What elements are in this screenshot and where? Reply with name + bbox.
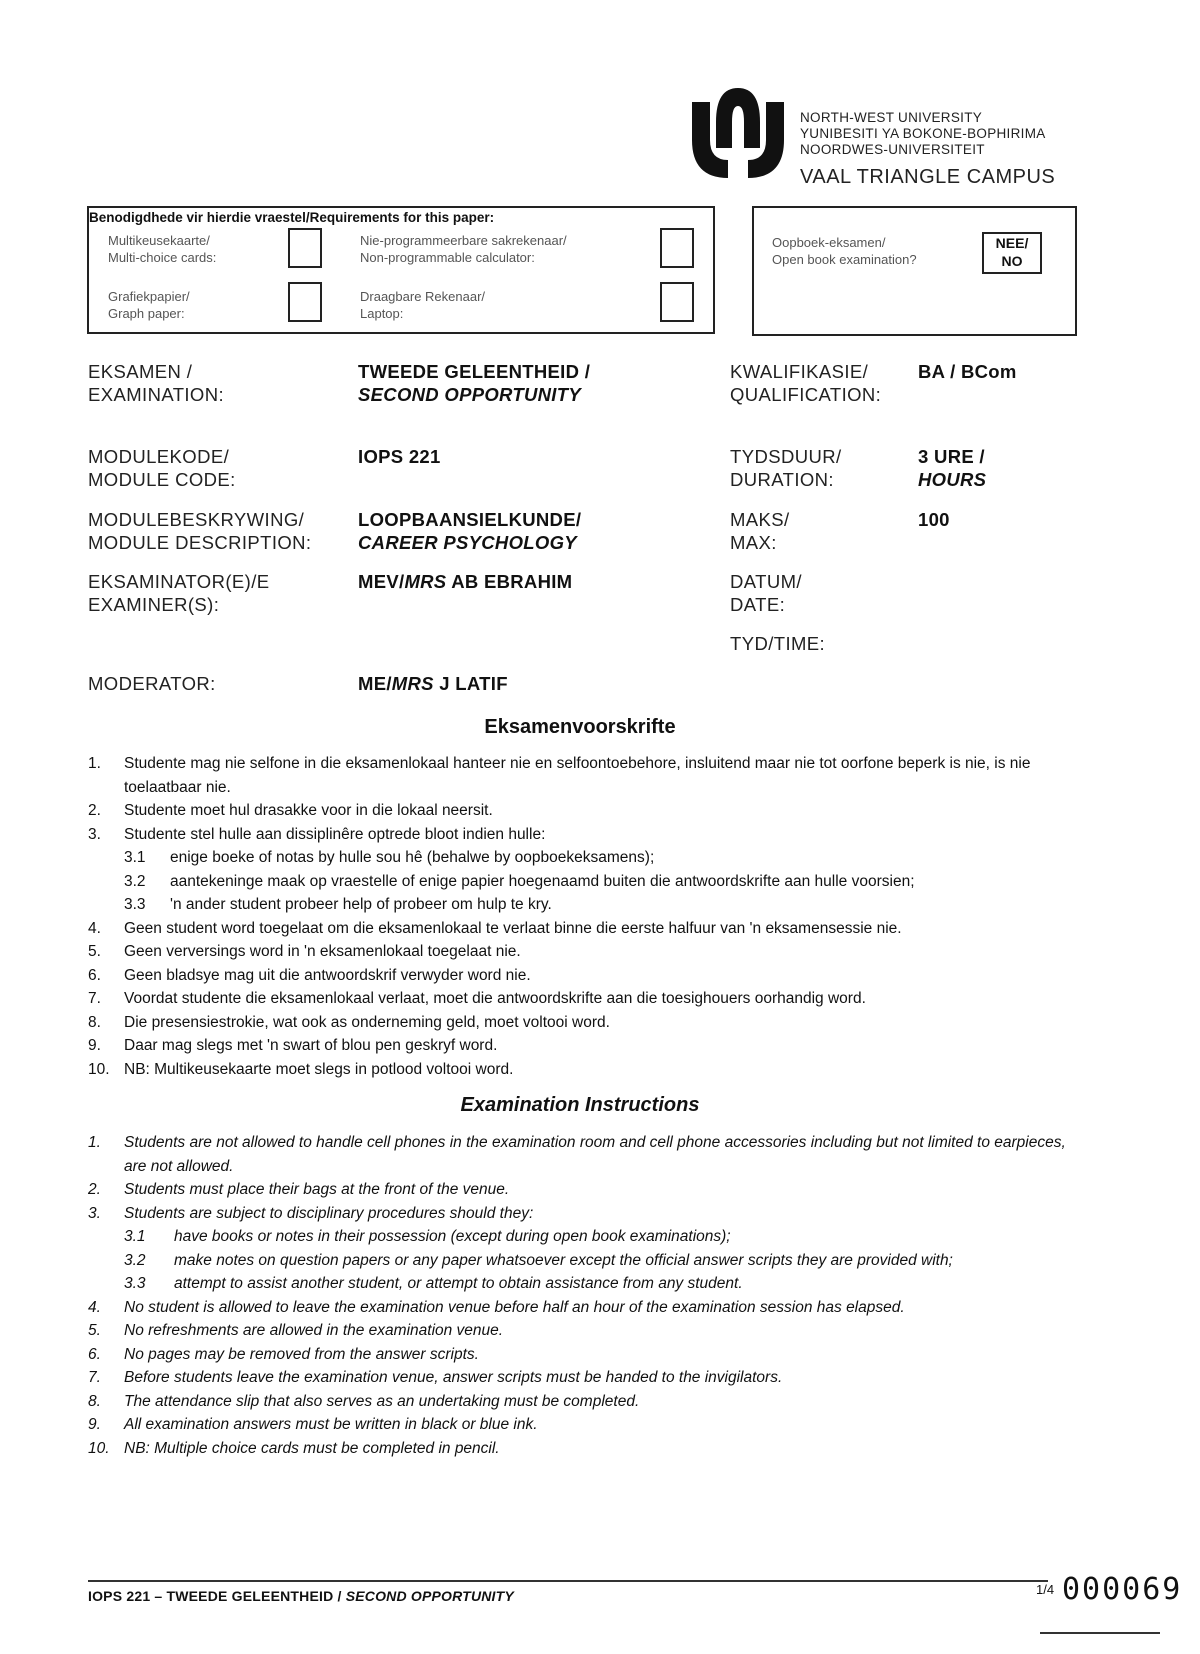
module-description-value-af: LOOPBAANSIELKUNDE/ [358, 509, 582, 530]
duration-label-en: DURATION: [730, 469, 834, 490]
list-item [88, 917, 1078, 941]
sub-item [88, 1225, 1078, 1249]
university-name-tn: YUNIBESITI YA BOKONE-BOPHIRIMA [800, 126, 1046, 141]
item-number: 6. [88, 1345, 101, 1363]
item-number: 5. [88, 943, 101, 960]
sub-item-number: 3.3 [124, 1275, 146, 1292]
list-item [88, 1390, 1078, 1414]
item-number: 1. [88, 755, 101, 772]
examiner-label [88, 570, 270, 616]
sub-item-text: have books or notes in their possession (except during open book examinations); [174, 1228, 731, 1245]
graph-paper-checkbox[interactable] [288, 282, 322, 322]
page-number: 1/4 [1036, 1582, 1055, 1597]
graph-paper-label [108, 288, 190, 322]
laptop-label-en: Laptop: [360, 306, 404, 321]
list-item [88, 1296, 1078, 1320]
university-name-af: NOORDWES-UNIVERSITEIT [800, 142, 985, 157]
item-text: All examination answers must be written in black or blue ink. [124, 1416, 538, 1433]
moderator-name: J LATIF [433, 673, 508, 694]
examiner-name: AB EBRAHIM [446, 571, 573, 592]
sub-item [88, 1272, 1078, 1296]
item-text: No refreshments are allowed in the examination venue. [124, 1322, 504, 1339]
item-text: Students must place their bags at the front of the venue. [124, 1181, 510, 1198]
sub-item [88, 893, 1078, 917]
sub-item-number: 3.1 [124, 849, 146, 866]
max-value: 100 [918, 509, 950, 530]
item-text: Studente mag nie selfone in die eksamenlokaal hanteer nie en selfoontoebehore, insluitend maar nie tot oorfone beperk is nie, is nie toelaatbaar nie. [124, 755, 1031, 796]
list-item [88, 752, 1078, 799]
item-number: 2. [88, 802, 101, 819]
item-number: 7. [88, 1369, 101, 1386]
qualification-label-af: KWALIFIKASIE/ [730, 361, 869, 382]
university-name-en: NORTH-WEST UNIVERSITY [800, 110, 983, 125]
module-description-label-af: MODULEBESKRYWING/ [88, 509, 305, 530]
moderator-label: MODERATOR: [88, 673, 216, 694]
list-item [88, 1034, 1078, 1058]
list-item [88, 1131, 1078, 1178]
item-text: Students are subject to disciplinary procedures should they: [124, 1204, 534, 1222]
item-text: Geen bladsye mag uit die antwoordskrif verwyder word nie. [124, 966, 531, 984]
footer-text [88, 1588, 514, 1604]
sub-item-number: 3.2 [124, 872, 146, 890]
module-description-value [358, 508, 581, 554]
footer-text-italic: SECOND OPPORTUNITY [345, 1588, 514, 1604]
examiner-title-en: MRS [404, 571, 447, 592]
duration-value-af: 3 URE / [918, 446, 985, 467]
calculator-label-af: Nie-programmeerbare sakrekenaar/ [360, 233, 567, 248]
sub-item-text: enige boeke of notas by hulle sou hê (behalwe by oopboekeksamens); [170, 849, 655, 866]
english-instructions-list [88, 1131, 1078, 1460]
item-number: 3. [88, 825, 101, 843]
module-description-label-en: MODULE DESCRIPTION: [88, 532, 312, 553]
moderator-title-af: ME/ [358, 673, 392, 694]
sub-item-number: 3.1 [124, 1228, 146, 1245]
time-label: TYD/TIME: [730, 633, 826, 654]
item-text: Before students leave the examination venue, answer scripts must be handed to the invigilators. [124, 1369, 783, 1386]
sub-item [88, 1249, 1078, 1273]
qualification-value: BA / BCom [918, 361, 1017, 382]
open-book-answer-af: NEE/ [995, 235, 1029, 251]
item-number: 9. [88, 1037, 101, 1054]
page-stamp-number: 000069 [1062, 1572, 1183, 1607]
list-item [88, 1202, 1078, 1226]
item-number: 5. [88, 1322, 101, 1339]
item-number: 10. [88, 1060, 110, 1078]
item-number: 4. [88, 1298, 101, 1316]
afrikaans-instructions-title: Eksamenvoorskrifte [484, 716, 676, 738]
item-text: NB: Multikeusekaarte moet slegs in potlood voltooi word. [124, 1060, 514, 1078]
item-number: 7. [88, 990, 101, 1007]
sub-item [88, 870, 1078, 894]
item-text: Daar mag slegs met 'n swart of blou pen geskryf word. [124, 1037, 498, 1054]
list-item [88, 1178, 1078, 1202]
university-logo [686, 82, 790, 186]
moderator-value [358, 672, 508, 695]
date-label-en: DATE: [730, 594, 786, 615]
exam-label-af: EKSAMEN / [88, 361, 193, 382]
exam-label [88, 360, 224, 406]
item-number: 8. [88, 1013, 101, 1031]
max-label-af: MAKS/ [730, 509, 790, 530]
multi-choice-label [108, 232, 216, 266]
list-item [88, 1366, 1078, 1390]
item-text: Studente stel hulle aan dissiplinêre optrede bloot indien hulle: [124, 825, 546, 843]
list-item [88, 1319, 1078, 1343]
module-code-label-af: MODULEKODE/ [88, 446, 230, 467]
calculator-label [360, 232, 567, 266]
duration-label-af: TYDSDUUR/ [730, 446, 842, 467]
multi-choice-label-en: Multi-choice cards: [108, 250, 217, 265]
footer-text-plain: IOPS 221 – TWEEDE GELEENTHEID / [88, 1588, 346, 1604]
list-item [88, 1011, 1078, 1035]
examiner-value [358, 570, 572, 593]
module-description-value-en: CAREER PSYCHOLOGY [358, 532, 577, 553]
exam-value-en: SECOND OPPORTUNITY [358, 384, 581, 405]
sub-item-text: 'n ander student probeer help of probeer om hulp te kry. [170, 896, 552, 913]
module-code-label [88, 445, 236, 491]
item-text: Die presensiestrokie, wat ook as onderneming geld, moet voltooi word. [124, 1013, 610, 1031]
sub-item [88, 846, 1078, 870]
exam-value [358, 360, 590, 406]
max-label-en: MAX: [730, 532, 777, 553]
sub-item-number: 3.2 [124, 1251, 146, 1269]
english-instructions-title: Examination Instructions [460, 1094, 700, 1116]
item-number: 4. [88, 919, 101, 937]
logo-shape-top [716, 88, 760, 148]
duration-value-en: HOURS [918, 469, 987, 490]
duration-value [918, 445, 986, 491]
laptop-checkbox[interactable] [660, 282, 694, 322]
qualification-label-en: QUALIFICATION: [730, 384, 882, 405]
sub-item-text: make notes on question papers or any paper whatsoever except the official answer scripts they are provided with; [174, 1251, 953, 1269]
laptop-label [360, 288, 485, 322]
date-label [730, 570, 802, 616]
item-text: Geen verversings word in 'n eksamenlokaal toegelaat nie. [124, 943, 521, 960]
stamp-underline [1040, 1632, 1160, 1634]
item-text: Studente moet hul drasakke voor in die lokaal neersit. [124, 802, 493, 819]
item-text: Voordat studente die eksamenlokaal verlaat, moet die antwoordskrifte aan die toesighouers oorhandig word. [124, 990, 866, 1007]
list-item [88, 1413, 1078, 1437]
list-item [88, 987, 1078, 1011]
open-book-answer [982, 232, 1042, 274]
item-number: 2. [88, 1181, 101, 1198]
date-label-af: DATUM/ [730, 571, 802, 592]
open-book-label-af: Oopboek-eksamen/ [772, 235, 886, 250]
exam-value-af: TWEEDE GELEENTHEID / [358, 361, 591, 382]
open-book-label-en: Open book examination? [772, 252, 917, 267]
graph-paper-label-en: Graph paper: [108, 306, 185, 321]
item-text: The attendance slip that also serves as an undertaking must be completed. [124, 1392, 640, 1410]
moderator-title-en: MRS [391, 673, 434, 694]
item-number: 1. [88, 1134, 101, 1151]
list-item [88, 1343, 1078, 1367]
examiner-title-af: MEV/ [358, 571, 405, 592]
duration-label [730, 445, 842, 491]
item-number: 8. [88, 1392, 101, 1410]
list-item [88, 1437, 1078, 1461]
calculator-checkbox[interactable] [660, 228, 694, 268]
calculator-label-en: Non-programmable calculator: [360, 250, 535, 265]
list-item [88, 823, 1078, 847]
module-description-label [88, 508, 311, 554]
item-text: Students are not allowed to handle cell phones in the examination room and cell phone accessories including but not limited to earpieces, are not allowed. [124, 1134, 1066, 1175]
list-item [88, 1058, 1078, 1082]
module-code-label-en: MODULE CODE: [88, 469, 236, 490]
examiner-label-en: EXAMINER(S): [88, 594, 220, 615]
sub-item-number: 3.3 [124, 896, 146, 913]
item-number: 9. [88, 1416, 101, 1433]
item-text: Geen student word toegelaat om die eksamenlokaal te verlaat binne die eerste halfuur van 'n eksamensessie nie. [124, 919, 902, 937]
multi-choice-checkbox[interactable] [288, 228, 322, 268]
exam-label-en: EXAMINATION: [88, 384, 225, 405]
item-text: No student is allowed to leave the examination venue before half an hour of the examination session has elapsed. [124, 1298, 905, 1316]
open-book-label [772, 234, 917, 268]
laptop-label-af: Draagbare Rekenaar/ [360, 289, 486, 304]
item-text: NB: Multiple choice cards must be completed in pencil. [124, 1439, 500, 1457]
graph-paper-label-af: Grafiekpapier/ [108, 289, 190, 304]
campus-name: VAAL TRIANGLE CAMPUS [800, 166, 1056, 188]
examiner-label-af: EKSAMINATOR(E)/E [88, 571, 270, 592]
item-number: 3. [88, 1204, 101, 1222]
sub-item-text: aantekeninge maak op vraestelle of enige papier hoegenaamd buiten die antwoordskrifte aan hulle voorsien; [170, 872, 915, 890]
requirements-title: Benodigdhede vir hierdie vraestel/Requirements for this paper: [89, 210, 495, 225]
multi-choice-label-af: Multikeusekaarte/ [108, 233, 210, 248]
university-names [800, 110, 1046, 158]
max-label [730, 508, 790, 554]
list-item [88, 964, 1078, 988]
open-book-answer-en: NO [1001, 253, 1023, 269]
footer-divider [88, 1580, 1048, 1582]
item-text: No pages may be removed from the answer scripts. [124, 1345, 479, 1363]
item-number: 10. [88, 1439, 110, 1457]
module-code-value: IOPS 221 [358, 446, 441, 467]
sub-item-text: attempt to assist another student, or attempt to obtain assistance from any student. [174, 1275, 743, 1292]
afrikaans-instructions-list [88, 752, 1078, 1081]
list-item [88, 940, 1078, 964]
item-number: 6. [88, 966, 101, 984]
list-item [88, 799, 1078, 823]
qualification-label [730, 360, 881, 406]
